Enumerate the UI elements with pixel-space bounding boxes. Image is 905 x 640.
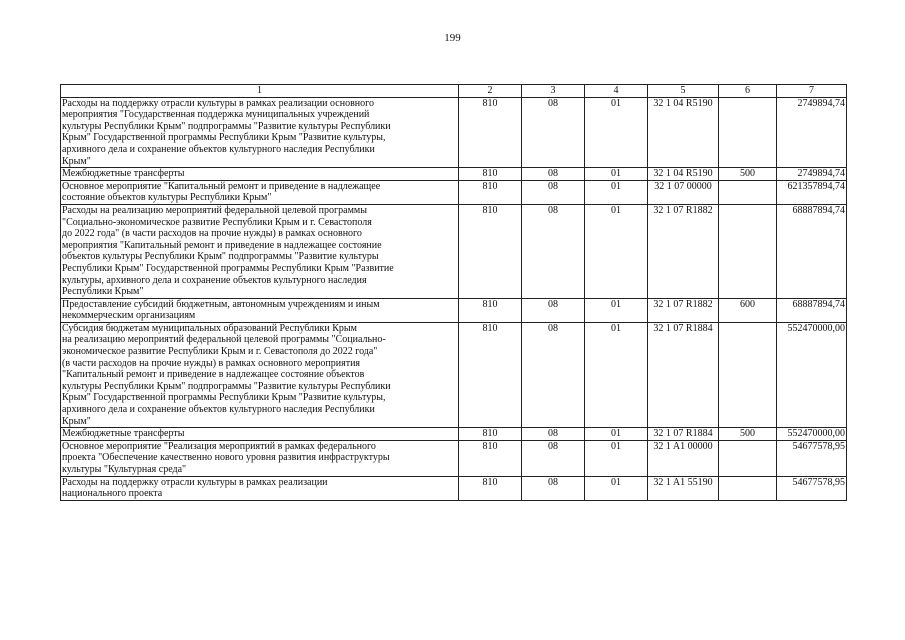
- column-header: 6: [719, 85, 777, 98]
- expense-name-line: (в части расходов на прочие нужды) в рамках основного мероприятия: [62, 357, 361, 369]
- expense-type-code: 600: [719, 298, 777, 322]
- expense-name-line: Основное мероприятие "Реализация мероприятий в рамках федерального: [62, 440, 376, 452]
- table-row: [61, 322, 847, 427]
- section-code: 08: [522, 204, 585, 298]
- expense-name-line: архивного дела и сохранение объектов культурного наследия Республики: [62, 143, 375, 155]
- expense-type-code: [719, 322, 777, 427]
- ministry-code: 810: [459, 204, 522, 298]
- expense-type-code: [719, 476, 777, 500]
- subsection-code: 01: [585, 180, 648, 204]
- target-article-code: 32 1 04 R5190: [648, 97, 719, 168]
- ministry-code: 810: [459, 180, 522, 204]
- ministry-code: 810: [459, 298, 522, 322]
- subsection-code: 01: [585, 168, 648, 181]
- expense-name-line: "Капитальный ремонт и приведение в надлежащее состояние объектов: [62, 369, 365, 381]
- table-row: [61, 298, 847, 322]
- amount: 552470000,00: [777, 322, 847, 427]
- expense-name: [61, 476, 459, 500]
- subsection-code: 01: [585, 97, 648, 168]
- expense-name: [61, 322, 459, 427]
- expense-type-code: 500: [719, 428, 777, 441]
- expense-type-code: [719, 440, 777, 476]
- subsection-code: 01: [585, 476, 648, 500]
- amount: 2749894,74: [777, 97, 847, 168]
- column-header: 7: [777, 85, 847, 98]
- ministry-code: 810: [459, 168, 522, 181]
- target-article-code: 32 1 A1 00000: [648, 440, 719, 476]
- expense-name-line: Республики Крым": [62, 286, 144, 298]
- ministry-code: 810: [459, 322, 522, 427]
- expense-type-code: [719, 97, 777, 168]
- expense-name-line: Предоставление субсидий бюджетным, автономным учреждениям и иным: [62, 298, 380, 310]
- subsection-code: 01: [585, 440, 648, 476]
- expense-name: [61, 180, 459, 204]
- section-code: 08: [522, 440, 585, 476]
- subsection-code: 01: [585, 204, 648, 298]
- target-article-code: 32 1 07 R1884: [648, 428, 719, 441]
- expense-name-line: Межбюджетные трансферты: [62, 428, 185, 440]
- amount: 54677578,95: [777, 440, 847, 476]
- expense-name-line: до 2022 года" (в части расходов на прочие нужды) в рамках основного: [62, 228, 362, 240]
- column-header: 2: [459, 85, 522, 98]
- expense-name-line: культуры "Культурная среда": [62, 464, 187, 475]
- subsection-code: 01: [585, 322, 648, 427]
- expense-name: [61, 428, 459, 441]
- expense-name-line: Расходы на поддержку отрасли культуры в рамках реализации основного: [62, 97, 374, 109]
- table-row: [61, 476, 847, 500]
- expense-name-line: Республики Крым" Государственной программы Республики Крым "Развитие: [62, 262, 394, 274]
- target-article-code: 32 1 04 R5190: [648, 168, 719, 181]
- subsection-code: 01: [585, 428, 648, 441]
- amount: 54677578,95: [777, 476, 847, 500]
- expense-name-line: Субсидия бюджетам муниципальных образований Республики Крым: [62, 322, 357, 334]
- column-header: 4: [585, 85, 648, 98]
- expense-name-line: "Социально-экономическое развитие Республики Крым и г. Севастополя: [62, 216, 372, 228]
- ministry-code: 810: [459, 440, 522, 476]
- amount: 621357894,74: [777, 180, 847, 204]
- expense-name-line: объектов культуры Республики Крым" подпрограммы "Развитие культуры: [62, 251, 379, 263]
- expense-name-line: Расходы на поддержку отрасли культуры в рамках реализации: [62, 476, 328, 488]
- expense-name: [61, 440, 459, 476]
- expense-name-line: Расходы на реализацию мероприятий федеральной целевой программы: [62, 204, 367, 216]
- table-row: [61, 428, 847, 441]
- expense-name: [61, 97, 459, 168]
- expense-name-line: культуры, архивного дела и сохранение объектов культурного наследия: [62, 274, 367, 286]
- expense-name-line: мероприятия "Капитальный ремонт и приведение в надлежащее состояние: [62, 239, 382, 251]
- expense-name-line: архивного дела и сохранение объектов культурного наследия Республики: [62, 404, 375, 416]
- amount: 2749894,74: [777, 168, 847, 181]
- expense-name-line: Межбюджетные трансферты: [62, 168, 185, 180]
- ministry-code: 810: [459, 428, 522, 441]
- section-code: 08: [522, 168, 585, 181]
- target-article-code: 32 1 07 R1884: [648, 322, 719, 427]
- column-header: 3: [522, 85, 585, 98]
- table-row: [61, 204, 847, 298]
- expense-name-line: некоммерческим организациям: [62, 310, 196, 322]
- amount: 68887894,74: [777, 204, 847, 298]
- table-body: [61, 97, 847, 500]
- column-header: 5: [648, 85, 719, 98]
- target-article-code: 32 1 07 00000: [648, 180, 719, 204]
- column-header: 1: [61, 85, 459, 98]
- table-row: [61, 440, 847, 476]
- expense-name: [61, 168, 459, 181]
- header-row: [61, 85, 847, 98]
- expense-type-code: [719, 204, 777, 298]
- expense-name-line: культуры Республики Крым" подпрограммы "Развитие культуры Республики: [62, 380, 391, 392]
- expense-name-line: Основное мероприятие "Капитальный ремонт и приведение в надлежащее: [62, 180, 381, 192]
- expense-name-line: культуры Республики Крым" подпрограммы "Развитие культуры Республики: [62, 120, 391, 132]
- expense-name-line: Крым" Государственной программы Республики Крым "Развитие культуры,: [62, 132, 386, 144]
- expense-name-line: проекта "Обеспечение качественно нового уровня развития инфраструктуры: [62, 452, 390, 464]
- expense-name-line: мероприятия "Государственная поддержка муниципальных учреждений: [62, 109, 370, 121]
- table-row: [61, 97, 847, 168]
- section-code: 08: [522, 298, 585, 322]
- expense-name: [61, 298, 459, 322]
- section-code: 08: [522, 476, 585, 500]
- expense-name-line: состояние объектов культуры Республики Крым": [62, 192, 272, 204]
- table-row: [61, 180, 847, 204]
- section-code: 08: [522, 180, 585, 204]
- section-code: 08: [522, 97, 585, 168]
- expense-name-line: экономическое развитие Республики Крым и г. Севастополя до 2022 года": [62, 346, 378, 358]
- expense-name-line: Крым": [62, 415, 91, 427]
- expense-name-line: национального проекта: [62, 488, 163, 500]
- section-code: 08: [522, 322, 585, 427]
- expense-name-line: Крым" Государственной программы Республики Крым "Развитие культуры,: [62, 392, 386, 404]
- expense-name: [61, 204, 459, 298]
- expense-type-code: 500: [719, 168, 777, 181]
- expense-type-code: [719, 180, 777, 204]
- amount: 68887894,74: [777, 298, 847, 322]
- section-code: 08: [522, 428, 585, 441]
- expense-name-line: на реализацию мероприятий федеральной целевой программы "Социально-: [62, 334, 386, 346]
- target-article-code: 32 1 07 R1882: [648, 298, 719, 322]
- amount: 552470000,00: [777, 428, 847, 441]
- target-article-code: 32 1 A1 55190: [648, 476, 719, 500]
- ministry-code: 810: [459, 476, 522, 500]
- page-number: 199: [444, 32, 461, 44]
- subsection-code: 01: [585, 298, 648, 322]
- budget-table: [60, 84, 847, 501]
- table-row: [61, 168, 847, 181]
- ministry-code: 810: [459, 97, 522, 168]
- expense-name-line: Крым": [62, 155, 91, 167]
- target-article-code: 32 1 07 R1882: [648, 204, 719, 298]
